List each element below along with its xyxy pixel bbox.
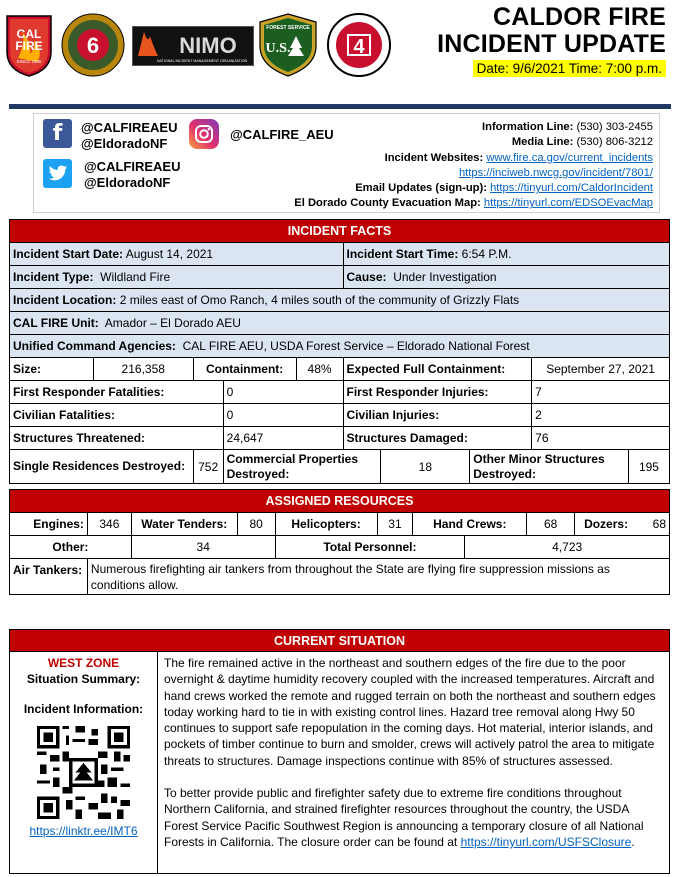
closure-text-end: . — [631, 834, 635, 849]
hand-crews-value: 68 — [527, 513, 575, 536]
facebook-handle-1[interactable]: @CALFIREAEU — [81, 120, 178, 135]
cal-fire-logo-line2: FIRE — [15, 39, 43, 53]
incident-location-label: Incident Location: — [13, 293, 117, 307]
commercial-properties-value: 18 — [381, 450, 470, 484]
civilian-injuries-value: 2 — [532, 404, 670, 427]
cal-fire-unit-value: Amador – El Dorado AEU — [104, 316, 241, 330]
title-line-2: INCIDENT UPDATE — [437, 30, 666, 58]
single-residences-value: 752 — [193, 450, 223, 484]
ca-interagency-team-4-logo-number: 4 — [353, 36, 365, 58]
instagram-icon[interactable] — [189, 119, 219, 149]
media-line-label: Media Line: — [511, 136, 574, 149]
start-date-label: Incident Start Date: — [13, 247, 124, 261]
media-line-value: (530) 806-3212 — [576, 136, 653, 149]
hand-crews-label: Hand Crews: — [413, 513, 527, 536]
forest-service-logo-text: FOREST SERVICE — [266, 25, 310, 31]
expected-containment-label: Expected Full Containment: — [343, 358, 532, 381]
email-updates-link[interactable]: https://tinyurl.com/CaldorIncident — [490, 182, 653, 195]
ca-interagency-team-4-logo — [324, 12, 394, 78]
situation-paragraph-2 — [164, 785, 663, 850]
unified-command-value: CAL FIRE AEU, USDA Forest Service – Eldorado National Forest — [182, 339, 530, 353]
ca-iimt-6-logo-number: 6 — [86, 33, 100, 58]
helicopters-label: Helicopters: — [275, 513, 377, 536]
incident-facts-table — [9, 219, 670, 484]
cal-fire-logo-subtext: SINCE 1885 — [16, 59, 42, 64]
start-time-label: Incident Start Time: — [346, 247, 459, 261]
engines-value: 346 — [87, 513, 131, 536]
qr-code-icon[interactable] — [37, 726, 130, 819]
air-tankers-label: Air Tankers: — [10, 559, 88, 595]
unified-command-label: Unified Command Agencies: — [13, 339, 176, 353]
cal-fire-logo-line1: CAL — [16, 27, 42, 41]
closure-order-link[interactable]: https://tinyurl.com/USFSClosure — [460, 834, 632, 849]
other-value: 34 — [131, 536, 275, 559]
current-situation-heading: CURRENT SITUATION — [9, 629, 670, 652]
incident-type-value: Wildland Fire — [100, 270, 171, 284]
commercial-properties-label: Commercial Properties Destroyed: — [223, 450, 381, 484]
civilian-fatalities-label: Civilian Fatalities: — [10, 404, 224, 427]
dozers-label: Dozers: — [584, 517, 629, 531]
website-link-2[interactable]: https://inciweb.nwcg.gov/incident/7801/ — [458, 166, 653, 179]
zone-label: WEST ZONE — [47, 656, 120, 670]
evacuation-map-link[interactable]: https://tinyurl.com/EDSOEvacMap — [483, 197, 653, 210]
evacuation-map-label: El Dorado County Evacuation Map: — [294, 197, 481, 210]
engines-label: Engines: — [10, 513, 88, 536]
water-tenders-label: Water Tenders: — [131, 513, 237, 536]
structures-damaged-label: Structures Damaged: — [343, 427, 532, 450]
first-responder-fatalities-value: 0 — [223, 381, 343, 404]
contact-info — [294, 120, 653, 212]
incident-location-value: 2 miles east of Omo Ranch, 4 miles south of the community of Grizzly Flats — [119, 293, 520, 307]
first-responder-injuries-label: First Responder Injuries: — [343, 381, 532, 404]
dozers-value: 68 — [652, 517, 666, 531]
nimo-logo-subtext: NATIONAL INCIDENT MANAGEMENT ORGANIZATION — [156, 59, 248, 63]
structures-threatened-label: Structures Threatened: — [10, 427, 224, 450]
start-date-cell — [10, 243, 344, 266]
air-tankers-value: Numerous firefighting air tankers from throughout the State are flying fire suppression missions as conditions allow. — [87, 559, 669, 595]
date-time-badge: Date: 9/6/2021 Time: 7:00 p.m. — [473, 60, 666, 77]
incident-facts-heading: INCIDENT FACTS — [10, 220, 670, 243]
twitter-icon[interactable] — [43, 159, 72, 188]
dozers-cell — [575, 513, 670, 536]
incident-type-cell — [10, 266, 344, 289]
cause-label: Cause: — [346, 270, 387, 284]
civilian-injuries-label: Civilian Injuries: — [343, 404, 532, 427]
first-responder-fatalities-label: First Responder Fatalities: — [10, 381, 224, 404]
containment-value: 48% — [296, 358, 343, 381]
helicopters-value: 31 — [377, 513, 413, 536]
cal-fire-unit-label: CAL FIRE Unit: — [13, 316, 99, 330]
first-responder-injuries-value: 7 — [532, 381, 670, 404]
incident-information-label: Incident Information: — [23, 702, 144, 716]
single-residences-label: Single Residences Destroyed: — [10, 450, 194, 484]
facebook-handle-2[interactable]: @EldoradoNF — [81, 136, 168, 151]
expected-containment-value: September 27, 2021 — [532, 358, 670, 381]
email-updates-label: Email Updates (sign-up): — [355, 182, 487, 195]
cal-fire-logo — [4, 12, 54, 78]
situation-summary-label: Situation Summary: — [26, 672, 141, 686]
unified-command-cell — [10, 335, 670, 358]
twitter-handles — [84, 159, 180, 191]
situation-narrative — [157, 652, 670, 874]
water-tenders-value: 80 — [237, 513, 275, 536]
other-minor-structures-value: 195 — [628, 450, 669, 484]
title-line-1: CALDOR FIRE — [492, 3, 666, 31]
structures-damaged-value: 76 — [532, 427, 670, 450]
info-line-value: (530) 303-2455 — [576, 121, 653, 133]
size-value: 216,358 — [93, 358, 193, 381]
forest-service-logo — [258, 12, 318, 78]
info-line-label: Information Line: — [482, 121, 574, 133]
total-personnel-label: Total Personnel: — [275, 536, 465, 559]
incident-websites-label: Incident Websites: — [384, 151, 484, 164]
containment-label: Containment: — [193, 358, 296, 381]
twitter-handle-2[interactable]: @EldoradoNF — [84, 175, 171, 190]
facebook-handles — [81, 120, 177, 152]
start-time-cell — [343, 243, 669, 266]
start-date-value: August 14, 2021 — [125, 247, 214, 261]
nimo-logo-text: NIMO — [179, 33, 237, 58]
cal-fire-unit-cell — [10, 312, 670, 335]
other-label: Other: — [10, 536, 132, 559]
contact-box — [33, 113, 660, 213]
nimo-logo — [132, 26, 254, 66]
total-personnel-value: 4,723 — [465, 536, 670, 559]
situation-sidebar — [9, 652, 158, 874]
civilian-fatalities-value: 0 — [223, 404, 343, 427]
header-divider — [9, 104, 671, 109]
cause-cell — [343, 266, 669, 289]
twitter-handle-1[interactable]: @CALFIREAEU — [84, 159, 181, 174]
closure-text: To better provide public and firefighter safety due to extreme fire conditions throughout Northern California, and strained firefighter resources throughout the country, the USDA Forest Service Pacific Southwest Region is announcing a temporary closure of all National Forests in California. The closure order can be found at — [164, 786, 644, 849]
situation-paragraph-1: The fire remained active in the northeast and southern edges of the fire due to the poor overnight & daytime humidity recovery coupled with the increased temperatures. Aircraft and hand crews worked the remote and rugged terrain on both the northeast and southern edges today working hard to tie in with existing control lines. Hazard tree removal along Hwy 50 continues to support safe repopulation in the coming days. Hot material, interior islands, and pockets of timber continue to burn and smolder, crews will actively patrol the area to mitigate threats to structures. Damage inspections continue with 85% of structures assessed. — [164, 656, 656, 768]
title-block — [437, 4, 666, 78]
structures-threatened-value: 24,647 — [223, 427, 343, 450]
ca-iimt-6-logo — [60, 12, 126, 78]
linktree-link[interactable]: https://linktr.ee/IMT6 — [29, 824, 138, 838]
incident-location-cell — [10, 289, 670, 312]
start-time-value: 6:54 P.M. — [461, 247, 512, 261]
size-label: Size: — [10, 358, 94, 381]
instagram-handle[interactable]: @CALFIRE_AEU — [230, 127, 334, 142]
assigned-resources-heading: ASSIGNED RESOURCES — [10, 490, 670, 513]
forest-service-logo-subtext: U.S. — [265, 41, 291, 56]
incident-type-label: Incident Type: — [13, 270, 94, 284]
assigned-resources-table — [9, 489, 670, 595]
website-link-1[interactable]: www.fire.ca.gov/current_incidents — [486, 151, 653, 164]
facebook-icon[interactable]: f — [43, 119, 72, 148]
other-minor-structures-label: Other Minor Structures Destroyed: — [470, 450, 629, 484]
cause-value: Under Investigation — [393, 270, 497, 284]
